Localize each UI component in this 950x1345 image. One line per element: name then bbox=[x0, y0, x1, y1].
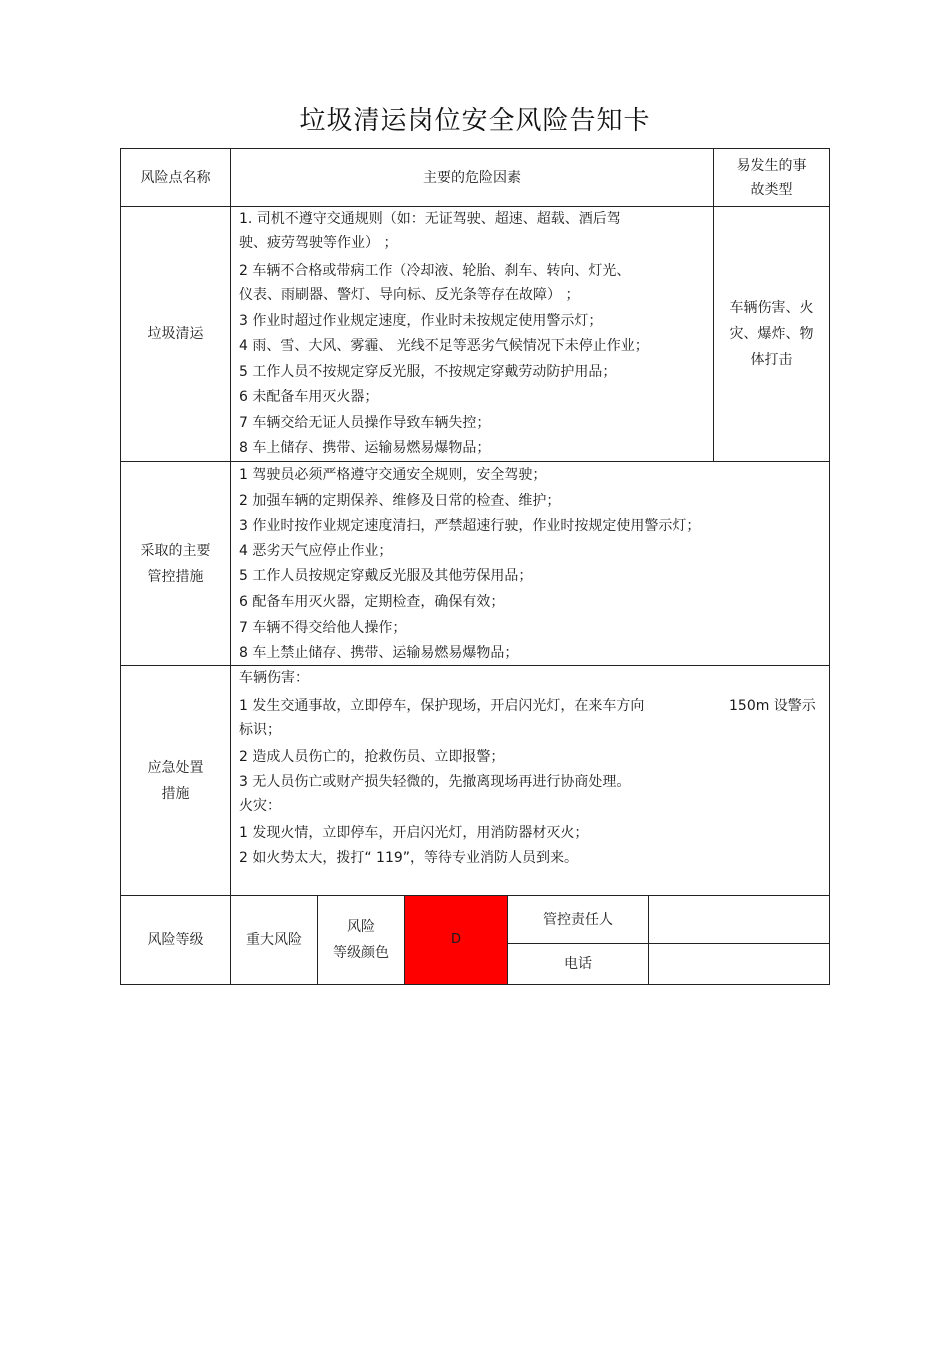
list-item: 4 恶劣天气应停止作业； bbox=[239, 543, 393, 559]
list-item: 驶、疲劳驾驶等作业） ； bbox=[239, 235, 398, 251]
control-measures-label: 采取的主要 管控措施 bbox=[140, 542, 211, 585]
list-item: 1 发生交通事故，立即停车，保护现场，开启闪光灯，在来车方向 bbox=[239, 698, 645, 714]
list-item: 1 发现火情，立即停车，开启闪光灯，用消防器材灭火； bbox=[239, 825, 589, 841]
emergency-measures-label: 应急处置 措施 bbox=[147, 759, 204, 802]
header-main-hazards: 主要的危险因素 bbox=[423, 169, 521, 186]
table-border-bottom bbox=[120, 984, 830, 985]
list-item: 3 作业时按作业规定速度清扫，严禁超速行驶，作业时按规定使用警示灯； bbox=[239, 518, 701, 534]
risk-level-label: 风险等级 bbox=[147, 932, 204, 948]
list-item: 8 车上禁止储存、携带、运输易燃易爆物品； bbox=[239, 645, 519, 661]
header-accident-type: 易发生的事 故类型 bbox=[736, 157, 807, 198]
fire-heading: 火灾： bbox=[239, 798, 281, 814]
list-item: 3 作业时超过作业规定速度，作业时未按规定使用警示灯； bbox=[239, 313, 603, 329]
list-item: 4 雨、雪、大风、雾霾、 光线不足等恶劣气候情况下未停止作业； bbox=[239, 338, 649, 354]
page-title: 垃圾清运岗位安全风险告知卡 bbox=[299, 106, 651, 136]
accident-types: 车辆伤害、火 灾、爆炸、物 体打击 bbox=[729, 300, 814, 368]
list-item-continuation: 150m 设警示 bbox=[729, 698, 816, 714]
list-item: 5 工作人员不按规定穿反光服，不按规定穿戴劳动防护用品； bbox=[239, 364, 617, 380]
list-item: 7 车辆交给无证人员操作导致车辆失控； bbox=[239, 415, 491, 431]
phone-value bbox=[649, 944, 829, 984]
list-item: 2 如火势太大，拨打“ 119”，等待专业消防人员到来。 bbox=[239, 850, 579, 866]
list-item: 2 加强车辆的定期保养、维修及日常的检查、维护； bbox=[239, 493, 561, 509]
list-item: 7 车辆不得交给他人操作； bbox=[239, 620, 407, 636]
list-item: 8 车上储存、携带、运输易燃易爆物品； bbox=[239, 440, 491, 456]
vehicle-injury-heading: 车辆伤害： bbox=[239, 670, 309, 686]
header-risk-point-name: 风险点名称 bbox=[140, 169, 211, 186]
risk-level-value: 重大风险 bbox=[246, 932, 302, 948]
list-item: 1 驾驶员必须严格遵守交通安全规则，安全驾驶； bbox=[239, 467, 547, 483]
risk-color-label: 风险 等级颜色 bbox=[333, 919, 389, 961]
list-item: 3 无人员伤亡或财产损失轻微的，先撤离现场再进行协商处理。 bbox=[239, 774, 631, 790]
column-divider bbox=[230, 148, 231, 985]
list-item: 6 未配备车用灭火器； bbox=[239, 389, 379, 405]
list-item: 仪表、雨刷器、警灯、导向标、反光条等存在故障） ； bbox=[239, 287, 580, 303]
phone-label: 电话 bbox=[564, 956, 592, 972]
list-item: 5 工作人员按规定穿戴反光服及其他劳保用品； bbox=[239, 568, 533, 584]
list-item-continuation: 标识； bbox=[239, 722, 281, 738]
list-item: 2 车辆不合格或带病工作（冷却液、轮胎、刹车、转向、灯光、 bbox=[239, 263, 631, 279]
list-item: 2 造成人员伤亡的，抢救伤员、立即报警； bbox=[239, 749, 505, 765]
risk-point-name: 垃圾清运 bbox=[147, 326, 204, 342]
responsible-person-label: 管控责任人 bbox=[543, 911, 613, 928]
responsible-person-value bbox=[649, 896, 829, 943]
list-item: 1. 司机不遵守交通规则（如：无证驾驶、超速、超载、酒后驾 bbox=[239, 211, 621, 227]
risk-color-code: D bbox=[450, 932, 461, 947]
table-border-right bbox=[829, 148, 830, 985]
list-item: 6 配备车用灭火器，定期检查，确保有效； bbox=[239, 594, 505, 610]
